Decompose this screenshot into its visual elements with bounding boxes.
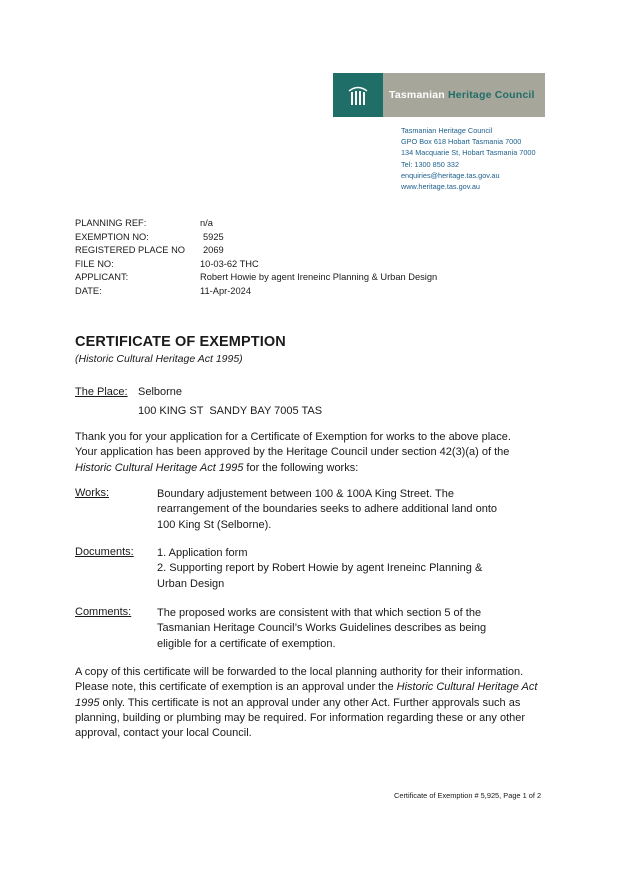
address-website: www.heritage.tas.gov.au: [401, 182, 480, 192]
place-label: The Place:: [75, 386, 128, 398]
page-footer: Certificate of Exemption # 5,925, Page 1 of 2: [394, 791, 542, 800]
closing-text-end: only. This certificate is not an approval under any other Act. Further approvals such as planning, building or plumbing may be required. For information regarding these or any other approval, contact your local Council.: [75, 696, 526, 740]
file-no-value: 10-03-62 THC: [200, 258, 259, 269]
address-line: 134 Macquarie St, Hobart Tasmania 7000: [401, 148, 536, 158]
works-label: Works:: [75, 487, 110, 499]
comments-text: The proposed works are consistent with that which section 5 of the Tasmanian Heritage Council’s Works Guidelines describes as being eligible for a certificate of exemption.: [157, 607, 487, 650]
exemption-no-value: 5925: [203, 231, 224, 242]
applicant-label: APPLICANT:: [75, 272, 129, 283]
closing-paragraph: [75, 665, 540, 741]
address-line: Tasmanian Heritage Council: [401, 126, 493, 135]
council-address: [401, 125, 536, 192]
tasmanian-heritage-council-logo: [333, 73, 545, 117]
planning-ref-value: n/a: [200, 218, 213, 228]
logo-name-part2: Heritage Council: [448, 89, 535, 101]
document-item: 1. Application form: [157, 547, 248, 559]
documents-label: Documents:: [75, 546, 134, 558]
certificate-title: CERTIFICATE OF EXEMPTION: [75, 334, 286, 350]
document-item: 2. Supporting report by Robert Howie by agent Ireneinc Planning & Urban Design: [157, 562, 483, 590]
intro-paragraph: [75, 430, 535, 476]
exemption-no-label: EXEMPTION NO:: [75, 231, 149, 242]
works-text: Boundary adjustement between 100 & 100A King Street. The rearrangement of the boundaries seeks to adhere additional land onto 100 King St (Selborne).: [157, 488, 498, 531]
intro-act-name: Historic Cultural Heritage Act 1995: [75, 461, 244, 474]
place-name: Selborne: [138, 386, 183, 398]
closing-text: A copy of this certificate will be forwarded to the local planning authority for their information. Please note, this certificate of exemption is an approval under the: [75, 666, 524, 694]
file-no-label: FILE NO:: [75, 258, 114, 269]
logo-name: [389, 89, 535, 101]
address-line: GPO Box 618 Hobart Tasmania 7000: [401, 137, 522, 147]
planning-ref-label: PLANNING REF:: [75, 218, 147, 228]
columns-icon: [333, 73, 383, 117]
logo-name-part1: Tasmanian: [389, 89, 445, 101]
address-line: Tel: 1300 850 332: [401, 159, 460, 169]
address-email: enquiries@heritage.tas.gov.au: [401, 170, 500, 180]
logo-band: [383, 73, 545, 117]
date-value: 11-Apr-2024: [200, 285, 251, 296]
intro-text: Thank you for your application for a Certificate of Exemption for works to the above place. Your application has been approved by the Heritage Council under section 42(3)(a) of the: [75, 431, 511, 459]
registered-place-value: 2069: [203, 245, 224, 256]
closing-act-name: Historic Cultural Heritage Act 1995: [75, 681, 538, 709]
place-address: 100 KING ST SANDY BAY 7005 TAS: [138, 405, 323, 417]
certificate-subtitle: (Historic Cultural Heritage Act 1995): [75, 353, 243, 365]
documents-list: [157, 546, 507, 592]
date-label: DATE:: [75, 285, 102, 296]
intro-text-end: for the following works:: [243, 461, 359, 474]
registered-place-label: REGISTERED PLACE NO: [75, 245, 186, 256]
comments-label: Comments:: [75, 606, 132, 618]
applicant-value: Robert Howie by agent Ireneinc Planning & Urban Design: [200, 272, 438, 283]
